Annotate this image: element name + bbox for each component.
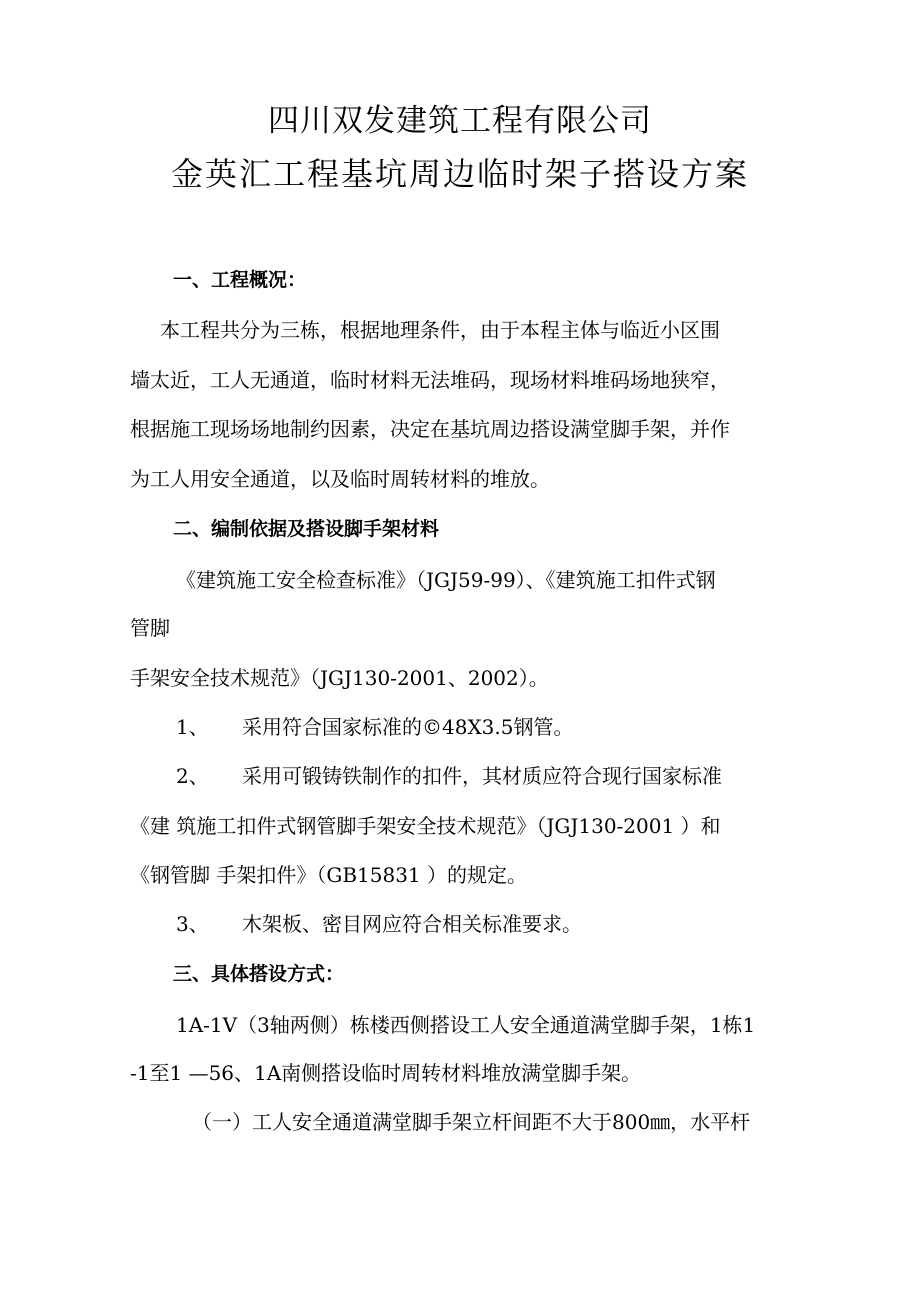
- paragraph-line: 根据施工现场场地制约因素，决定在基坑周边搭设满堂脚手架，并作: [130, 417, 730, 441]
- list-item-number: 3、: [176, 912, 209, 936]
- paragraph-line: 本工程共分为三栋，根据地理条件，由于本程主体与临近小区围: [160, 318, 720, 342]
- list-item: [176, 910, 582, 938]
- paragraph-line: -1至1 —56、1A南侧搭设临时周转材料堆放满堂脚手架。: [130, 1061, 642, 1085]
- paragraph-line: 墙太近，工人无通道，临时材料无法堆码，现场材料堆码场地狭窄，: [130, 368, 730, 392]
- section-2-heading: 二、编制依据及搭设脚手架材料: [173, 518, 440, 540]
- list-item-text: 木架板、密目网应符合相关标准要求。: [242, 912, 582, 936]
- paragraph-line: （一）工人安全通道满堂脚手架立杆间距不大于800㎜，水平杆: [192, 1110, 751, 1134]
- paragraph-line: 手架安全技术规范》（JGJ130-2001、2002）。: [130, 666, 549, 690]
- list-item-text: 采用符合国家标准的©48X3.5钢管。: [242, 715, 574, 739]
- section-3-heading: 三、具体搭设方式：: [173, 963, 345, 985]
- paragraph-line: 1A-1V（3轴两侧）栋楼西侧搭设工人安全通道满堂脚手架，1栋1: [176, 1013, 756, 1037]
- paragraph-line: 《建筑施工安全检查标准》（JGJ59-99）、《建筑施工扣件式钢: [176, 568, 716, 592]
- list-item-number: 2、: [176, 764, 209, 788]
- section-1-heading: 一、工程概况：: [173, 269, 307, 291]
- company-title: 四川双发建筑工程有限公司: [268, 103, 652, 139]
- paragraph-line: 《钢管脚 手架扣件》（GB15831 ）的规定。: [130, 863, 528, 887]
- paragraph-line: 为工人用安全通道，以及临时周转材料的堆放。: [130, 467, 550, 491]
- list-item-number: 1、: [176, 715, 209, 739]
- document-title: 金英汇工程基坑周边临时架子搭设方案: [170, 155, 749, 193]
- list-item-text: 采用可锻铸铁制作的扣件，其材质应符合现行国家标准: [242, 764, 722, 788]
- list-item: [176, 762, 722, 790]
- paragraph-line: 管脚: [130, 616, 170, 640]
- paragraph-line: 《建 筑施工扣件式钢管脚手架安全技术规范》（JGJ130-2001 ）和: [130, 814, 721, 838]
- list-item: [176, 713, 574, 741]
